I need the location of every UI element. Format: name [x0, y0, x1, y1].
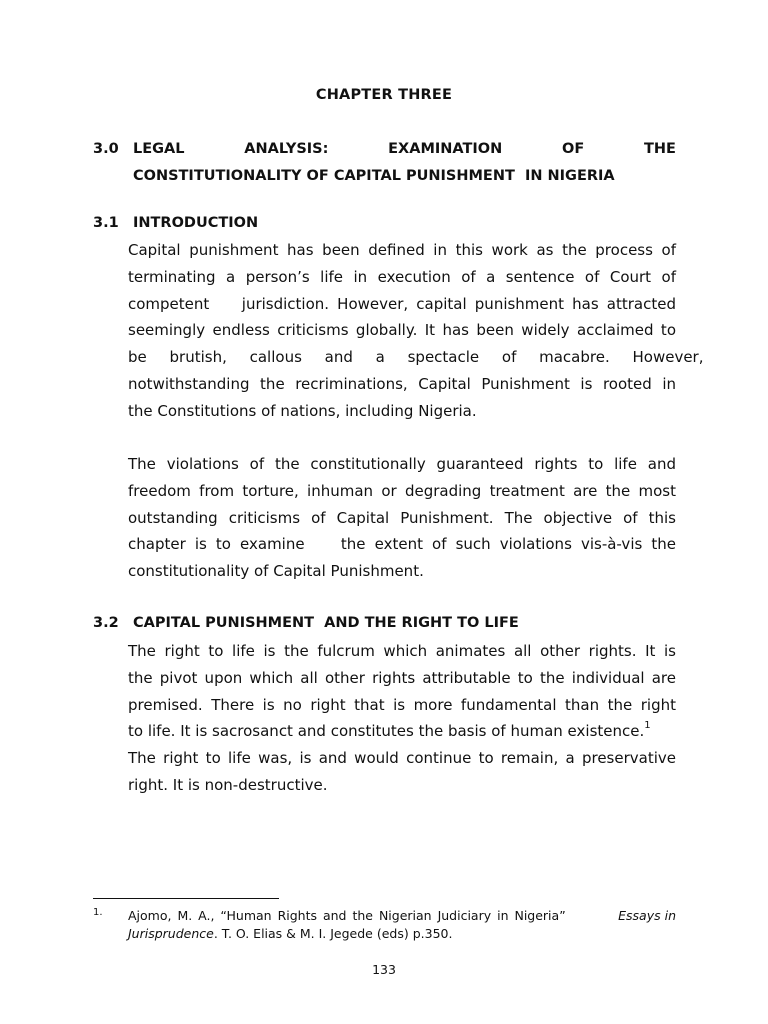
section-3-2-number: 3.2: [93, 615, 119, 631]
text-line: right. It is non-destructive.: [128, 775, 328, 794]
text-line: the pivot upon which all other rights attributable to the individual are: [128, 668, 676, 687]
text-line: constitutionality of Capital Punishment.: [128, 562, 424, 581]
text-line: outstanding criticisms of Capital Punishment. The objective of this: [128, 508, 676, 527]
text-line: competent jurisdiction. However, capital punishment has attracted: [128, 294, 676, 313]
section-3-1-number: 3.1: [93, 215, 119, 231]
text-line: the Constitutions of nations, including Nigeria.: [128, 401, 477, 420]
text-line: premised. There is no right that is more fundamental than the right: [128, 695, 676, 714]
section-3-0-title-line2: CONSTITUTIONALITY OF CAPITAL PUNISHMENT IN NIGERIA: [133, 168, 615, 184]
section-3-1-title: INTRODUCTION: [133, 215, 259, 231]
section-3-0-title-word: ANALYSIS:: [244, 141, 329, 157]
text-line-content: to life. It is sacrosanct and constitutes the basis of human existence.: [128, 722, 645, 741]
text-line: be brutish, callous and a spectacle of macabre. However,: [128, 348, 704, 367]
footnote-divider: [93, 898, 279, 899]
section-3-0-title-word: THE: [644, 141, 676, 157]
section-3-0-number: 3.0: [93, 141, 119, 157]
section-3-0-title-word: EXAMINATION: [388, 141, 503, 157]
text-line: The violations of the constitutionally guaranteed rights to life and: [128, 455, 676, 473]
page-number: 133: [372, 962, 396, 977]
footnote-reference: 1: [644, 720, 651, 732]
footnote-line-1: [128, 907, 676, 925]
text-line: notwithstanding the recriminations, Capital Punishment is rooted in: [128, 374, 676, 393]
section-3-0-title-word: OF: [562, 141, 585, 157]
text-line: terminating a person’s life in execution of a sentence of Court of: [128, 267, 676, 286]
footnote-text: [128, 907, 676, 942]
section-3-2-title: CAPITAL PUNISHMENT AND THE RIGHT TO LIFE: [133, 615, 519, 631]
footnote-line-2: [128, 925, 676, 943]
text-line: freedom from torture, inhuman or degrading treatment are the most: [128, 481, 676, 500]
footnote-italic-title-cont: Jurisprudence: [128, 925, 214, 941]
text-line: seemingly endless criticisms globally. It has been widely acclaimed to: [128, 321, 676, 340]
text-line: The right to life is the fulcrum which animates all other rights. It is: [128, 642, 676, 660]
footnote-italic-title: Essays in: [618, 908, 676, 923]
text-line: Capital punishment has been defined in this work as the process of: [128, 241, 676, 259]
footnote-citation-rest: . T. O. Elias & M. I. Jegede (eds) p.350.: [213, 925, 453, 941]
text-line: The right to life was, is and would continue to remain, a preservative: [128, 749, 676, 768]
footnote-citation: Ajomo, M. A., “Human Rights and the Nigerian Judiciary in Nigeria”: [128, 908, 566, 923]
section-3-1-paragraph-1: [128, 237, 704, 425]
section-3-1-paragraph-2: [128, 451, 676, 585]
text-line: [128, 718, 676, 745]
footnote-mark: 1.: [93, 907, 103, 918]
section-3-0-title-word: LEGAL: [133, 141, 185, 157]
section-3-0-title-line1: [133, 141, 676, 157]
section-3-2-paragraph: [128, 638, 676, 799]
chapter-title: CHAPTER THREE: [315, 87, 453, 103]
text-line: chapter is to examine the extent of such violations vis-à-vis the: [128, 535, 676, 554]
